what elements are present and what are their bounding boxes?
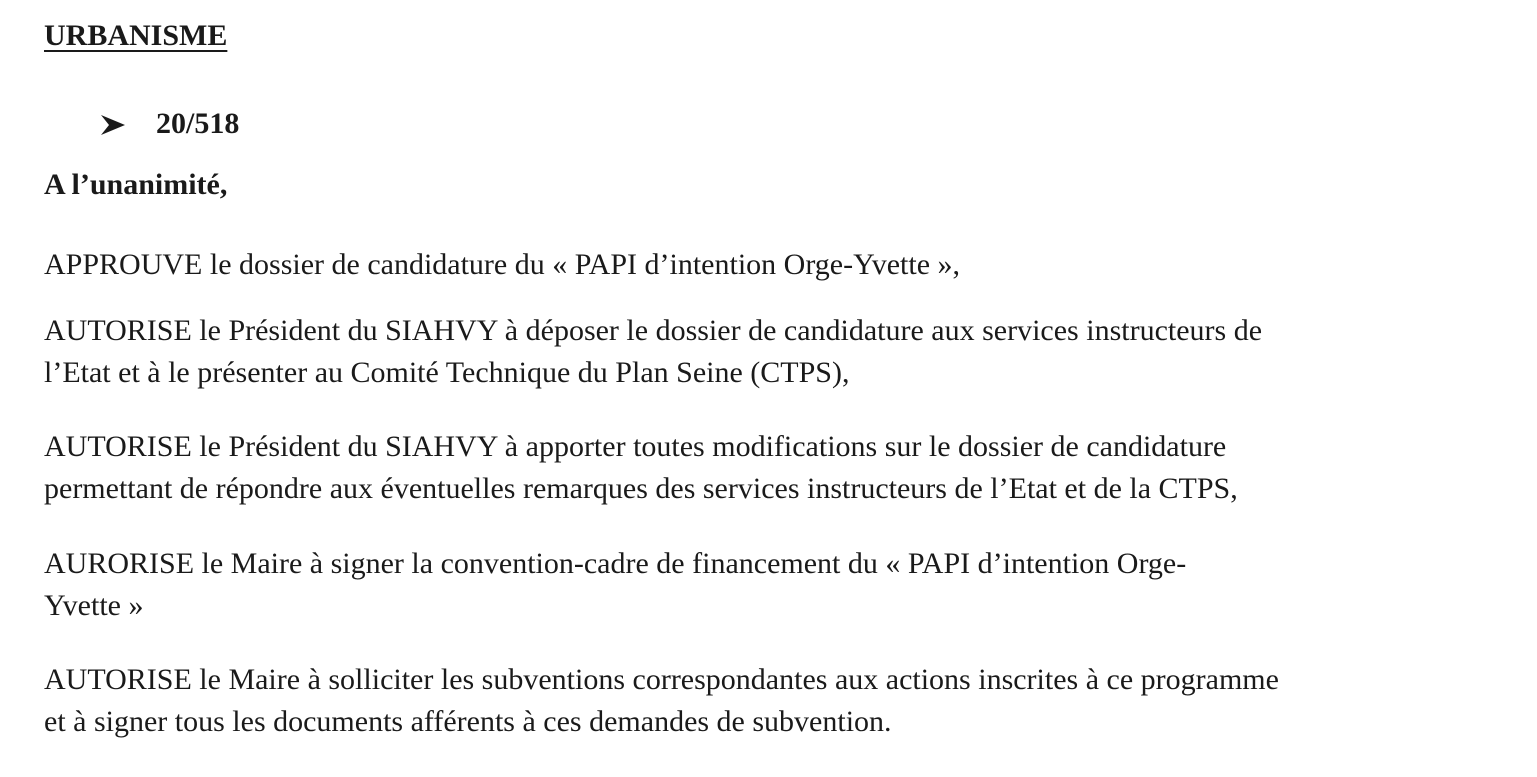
paragraph-line: AUTORISE le Maire à solliciter les subventions correspondantes aux actions inscrites à ce programme [44, 663, 1279, 696]
paragraph-line: AUTORISE le Président du SIAHVY à apporter toutes modifications sur le dossier de candidature [44, 430, 1227, 463]
resolution-paragraph-authorize-convention [44, 543, 1504, 627]
paragraph-line: AURORISE le Maire à signer la convention-cadre de financement du « PAPI d’intention Orge- [44, 547, 1187, 580]
resolution-paragraph-approve [44, 244, 1504, 286]
resolution-paragraph-authorize-filing [44, 310, 1504, 394]
paragraph-line: Yvette » [44, 589, 144, 622]
resolution-paragraph-authorize-modifications [44, 426, 1504, 510]
paragraph-line: et à signer tous les documents afférents à ces demandes de subvention. [44, 705, 892, 738]
deliberation-reference [100, 106, 239, 142]
arrowhead-bullet-icon [100, 114, 126, 136]
paragraph-line: permettant de répondre aux éventuelles remarques des services instructeurs de l’Etat et de la CTPS, [44, 472, 1238, 505]
paragraph-line: APPROUVE le dossier de candidature du « PAPI d’intention Orge-Yvette », [44, 248, 961, 281]
resolution-paragraph-authorize-subsidies [44, 659, 1504, 743]
vote-result: A l’unanimité, [44, 168, 228, 201]
reference-number: 20/518 [156, 107, 240, 140]
paragraph-line: l’Etat et à le présenter au Comité Technique du Plan Seine (CTPS), [44, 356, 850, 389]
section-title: URBANISME [44, 19, 228, 52]
paragraph-line: AUTORISE le Président du SIAHVY à déposer le dossier de candidature aux services instructeurs de [44, 314, 1263, 347]
